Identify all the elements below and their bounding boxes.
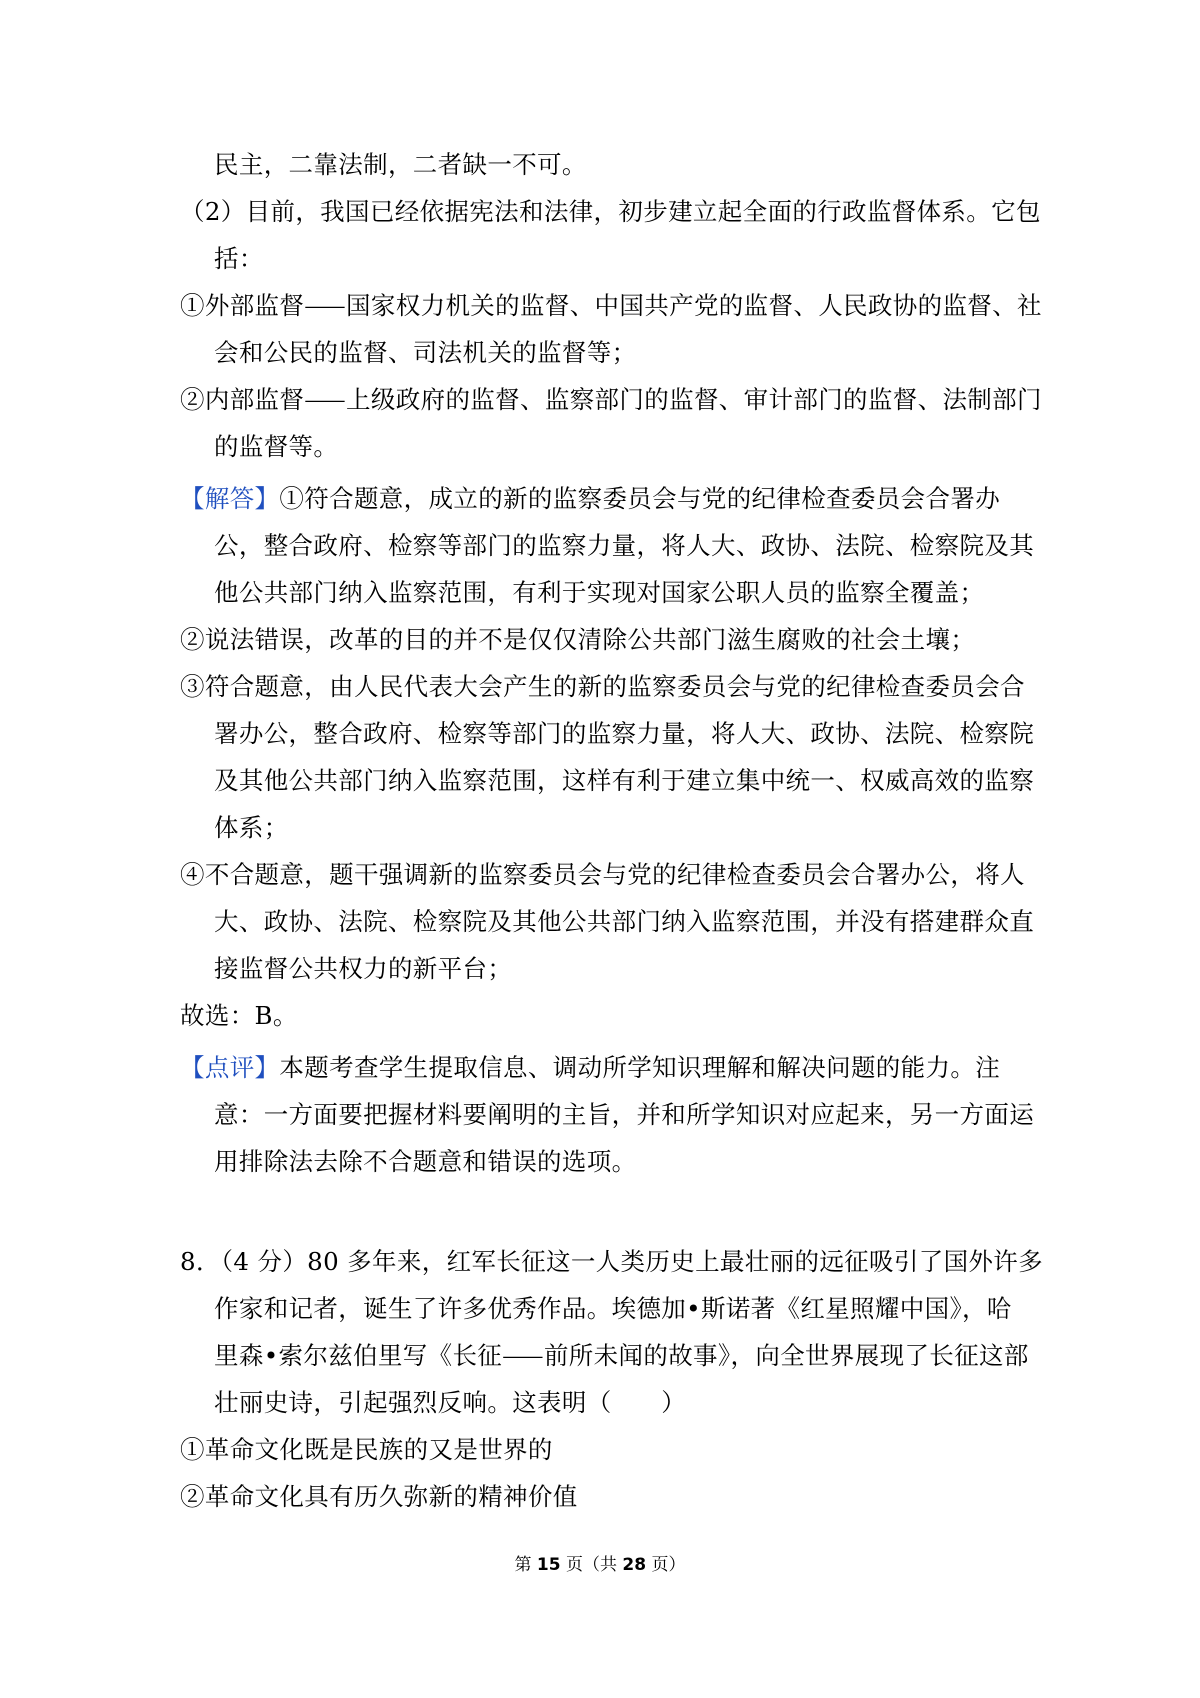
- page-footer: [0, 1553, 1200, 1577]
- text-line: 他公共部门纳入监察范围，有利于实现对国家公职人员的监察全覆盖；: [214, 578, 985, 607]
- text-line: 及其他公共部门纳入监察范围，这样有利于建立集中统一、权威高效的监察: [214, 766, 1035, 795]
- text-line: 接监督公共权力的新平台；: [214, 954, 513, 983]
- text-line: 括：: [214, 244, 264, 273]
- text-span: ①符合题意，成立的新的监察委员会与党的纪律检查委员会合署办: [279, 484, 1001, 513]
- question-8-stem: 8．（4 分）80 多年来，红军长征这一人类历史上最壮丽的远征吸引了国外许多: [180, 1247, 1043, 1276]
- text-line: ②说法错误，改革的目的并不是仅仅清除公共部门滋生腐败的社会土壤；: [180, 625, 976, 654]
- footer-total-pages: 28: [622, 1555, 647, 1575]
- footer-page-number: 15: [536, 1555, 561, 1575]
- option-line: ①革命文化既是民族的又是世界的: [180, 1435, 553, 1464]
- text-line: （2）目前，我国已经依据宪法和法律，初步建立起全面的行政监督体系。它包: [180, 197, 1041, 226]
- footer-suffix: 页）: [651, 1555, 686, 1575]
- option-line: ②革命文化具有历久弥新的精神价值: [180, 1482, 578, 1511]
- answer-label: 【解答】: [180, 484, 280, 513]
- footer-middle: 页（共: [566, 1555, 617, 1575]
- text-line: 故选：B。: [180, 1001, 298, 1030]
- text-line: 署办公，整合政府、检察等部门的监察力量，将人大、政协、法院、检察院: [214, 719, 1035, 748]
- text-line: 作家和记者，诞生了许多优秀作品。埃德加•斯诺著《红星照耀中国》，哈: [214, 1294, 1012, 1323]
- text-line: 意：一方面要把握材料要阐明的主旨，并和所学知识对应起来，另一方面运: [214, 1100, 1035, 1129]
- text-line: 大、政协、法院、检察院及其他公共部门纳入监察范围，并没有搭建群众直: [214, 907, 1035, 936]
- text-line: 民主，二靠法制，二者缺一不可。: [214, 150, 587, 179]
- answer-paragraph-first-line: [180, 476, 1000, 522]
- text-span: 本题考查学生提取信息、调动所学知识理解和解决问题的能力。注: [279, 1053, 1001, 1082]
- comment-paragraph-first-line: [180, 1045, 1000, 1091]
- text-line: 体系；: [214, 813, 289, 842]
- text-line: ③符合题意，由人民代表大会产生的新的监察委员会与党的纪律检查委员会合: [180, 672, 1025, 701]
- text-line: 公，整合政府、检察等部门的监察力量，将人大、政协、法院、检察院及其: [214, 531, 1035, 560]
- text-line: 壮丽史诗，引起强烈反响。这表明（ ）: [214, 1388, 687, 1417]
- text-line: 的监督等。: [214, 432, 339, 461]
- text-line: ②内部监督⸺上级政府的监督、监察部门的监督、审计部门的监督、法制部门: [180, 385, 1042, 414]
- text-line: ①外部监督⸺国家权力机关的监督、中国共产党的监督、人民政协的监督、社: [180, 291, 1042, 320]
- footer-prefix: 第: [514, 1555, 532, 1575]
- text-line: 里森•索尔兹伯里写《长征⸺前所未闻的故事》，向全世界展现了长征这部: [214, 1341, 1029, 1370]
- text-line: 用排除法去除不合题意和错误的选项。: [214, 1147, 637, 1176]
- text-line: 会和公民的监督、司法机关的监督等；: [214, 338, 637, 367]
- comment-label: 【点评】: [180, 1053, 280, 1082]
- text-line: ④不合题意，题干强调新的监察委员会与党的纪律检查委员会合署办公，将人: [180, 860, 1025, 889]
